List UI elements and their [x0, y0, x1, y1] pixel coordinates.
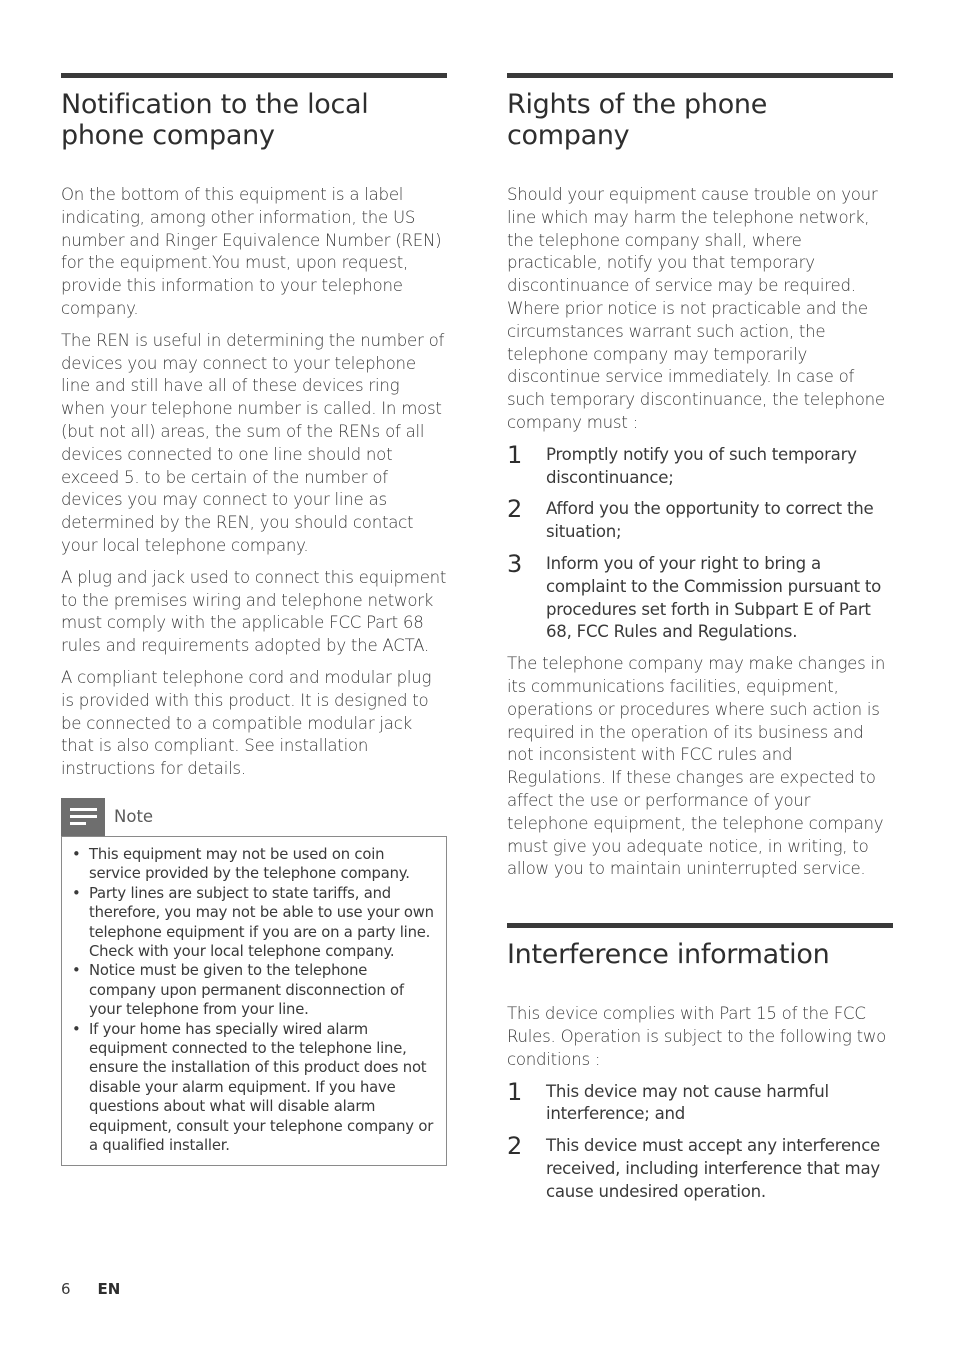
step-text: Afford you the opportunity to correct the situation; [546, 499, 874, 542]
paragraph: A plug and jack used to connect this equipment to the premises wiring and telephone network must comply with the applicable FCC Part 68 rules and requirements adopted by the ACTA. [61, 567, 447, 656]
note-box [61, 836, 447, 1167]
rights-steps [507, 440, 893, 644]
step-number: 1 [507, 440, 523, 469]
interference-section [507, 923, 893, 1203]
paragraph: A compliant telephone cord and modular plug is provided with this product. It is designed to be connected to a compatible modular jack that is also compliant. See installation instructions for details. [61, 667, 432, 779]
step-number: 3 [507, 549, 523, 578]
language-code: EN [97, 1280, 121, 1298]
interference-steps [507, 1077, 893, 1204]
interference-body [507, 1003, 893, 1203]
note-item: • Notice must be given to the telephone company upon permanent disconnection of your telephone from your line. [70, 961, 438, 1019]
note-label: Note [114, 807, 154, 827]
note-item: • This equipment may not be used on coin service provided by the telephone company. [70, 845, 438, 884]
section-rule [61, 73, 447, 78]
notification-body [61, 184, 447, 781]
step-number: 1 [507, 1077, 523, 1106]
page-number: 6 [61, 1280, 71, 1298]
step-item [507, 1132, 893, 1203]
section-title-rights: Rights of the phone company [507, 89, 768, 151]
left-column [61, 73, 447, 1166]
note-item: • Party lines are subject to state tariffs, and therefore, you may not be able to use your own telephone equipment if you are on a party line. Check with your local telephone company. [70, 884, 438, 962]
note-list [70, 845, 438, 1156]
paragraph: The telephone company may make changes in its communications facilities, equipment, operations or procedures where such action is required in the operation of its business and not inconsistent with FCC rules and Regulations. If these changes are expected to affect the use or performance of your telephone equipment, the telephone company must give you adequate notice, in writing, to allow you to maintain uninterrupted service. [507, 654, 886, 879]
step-number: 2 [507, 495, 523, 524]
step-number: 2 [507, 1132, 523, 1161]
section-rule [507, 73, 893, 78]
right-column [507, 73, 893, 1212]
paragraph: The REN is useful in determining the number of devices you may connect to your telephone line and still have all of these devices ring when your telephone number is called. In most (but not all) areas, the sum of the RENs of all devices connected to one line should not exceed 5. to be certain of the number of devices you may connect to your line as determined by the REN, you should contact your local telephone company. [61, 330, 445, 555]
section-title-interference: Interference information [507, 939, 830, 971]
note-header [61, 798, 447, 836]
paragraph: This device complies with Part 15 of the FCC Rules. Operation is subject to the following two conditions : [507, 1004, 887, 1069]
note-item: • If your home has specially wired alarm equipment connected to the telephone line, ensure the installation of this product does not disable your alarm equipment. If you have questions about what will disable alarm equipment, consult your telephone company or a qualified installer. [70, 1020, 438, 1156]
page-footer [61, 1280, 120, 1298]
rights-body [507, 184, 893, 881]
step-item [507, 549, 893, 644]
rights-section [507, 73, 893, 881]
step-item [507, 1077, 893, 1127]
step-text: Promptly notify you of such temporary discontinuance; [546, 444, 857, 487]
step-item [507, 495, 893, 544]
paragraph: Should your equipment cause trouble on your line which may harm the telephone network, the telephone company shall, where practicable, notify you that temporary discontinuance of service may be required. Where prior notice is not practicable and the circumstances warrant such action, the telephone company may temporarily discontinue service immediately. In case of such temporary discontinuance, the telephone company must : [507, 185, 885, 432]
note-icon [61, 798, 105, 836]
step-text: This device must accept any interference received, including interference that may cause undesired operation. [546, 1136, 881, 1201]
note-block [61, 798, 447, 1167]
step-text: Inform you of your right to bring a complaint to the Commission pursuant to procedures set forth in Subpart E of Part 68, FCC Rules and Regulations. [546, 553, 882, 642]
paragraph: On the bottom of this equipment is a label indicating, among other information, the US number and Ringer Equivalence Number (REN) for the equipment.You must, upon request, provide this information to your telephone company. [61, 185, 442, 318]
step-item [507, 440, 893, 490]
section-rule [507, 923, 893, 928]
section-title-notification: Notification to the local phone company [61, 89, 369, 151]
step-text: This device may not cause harmful interference; and [546, 1081, 829, 1124]
